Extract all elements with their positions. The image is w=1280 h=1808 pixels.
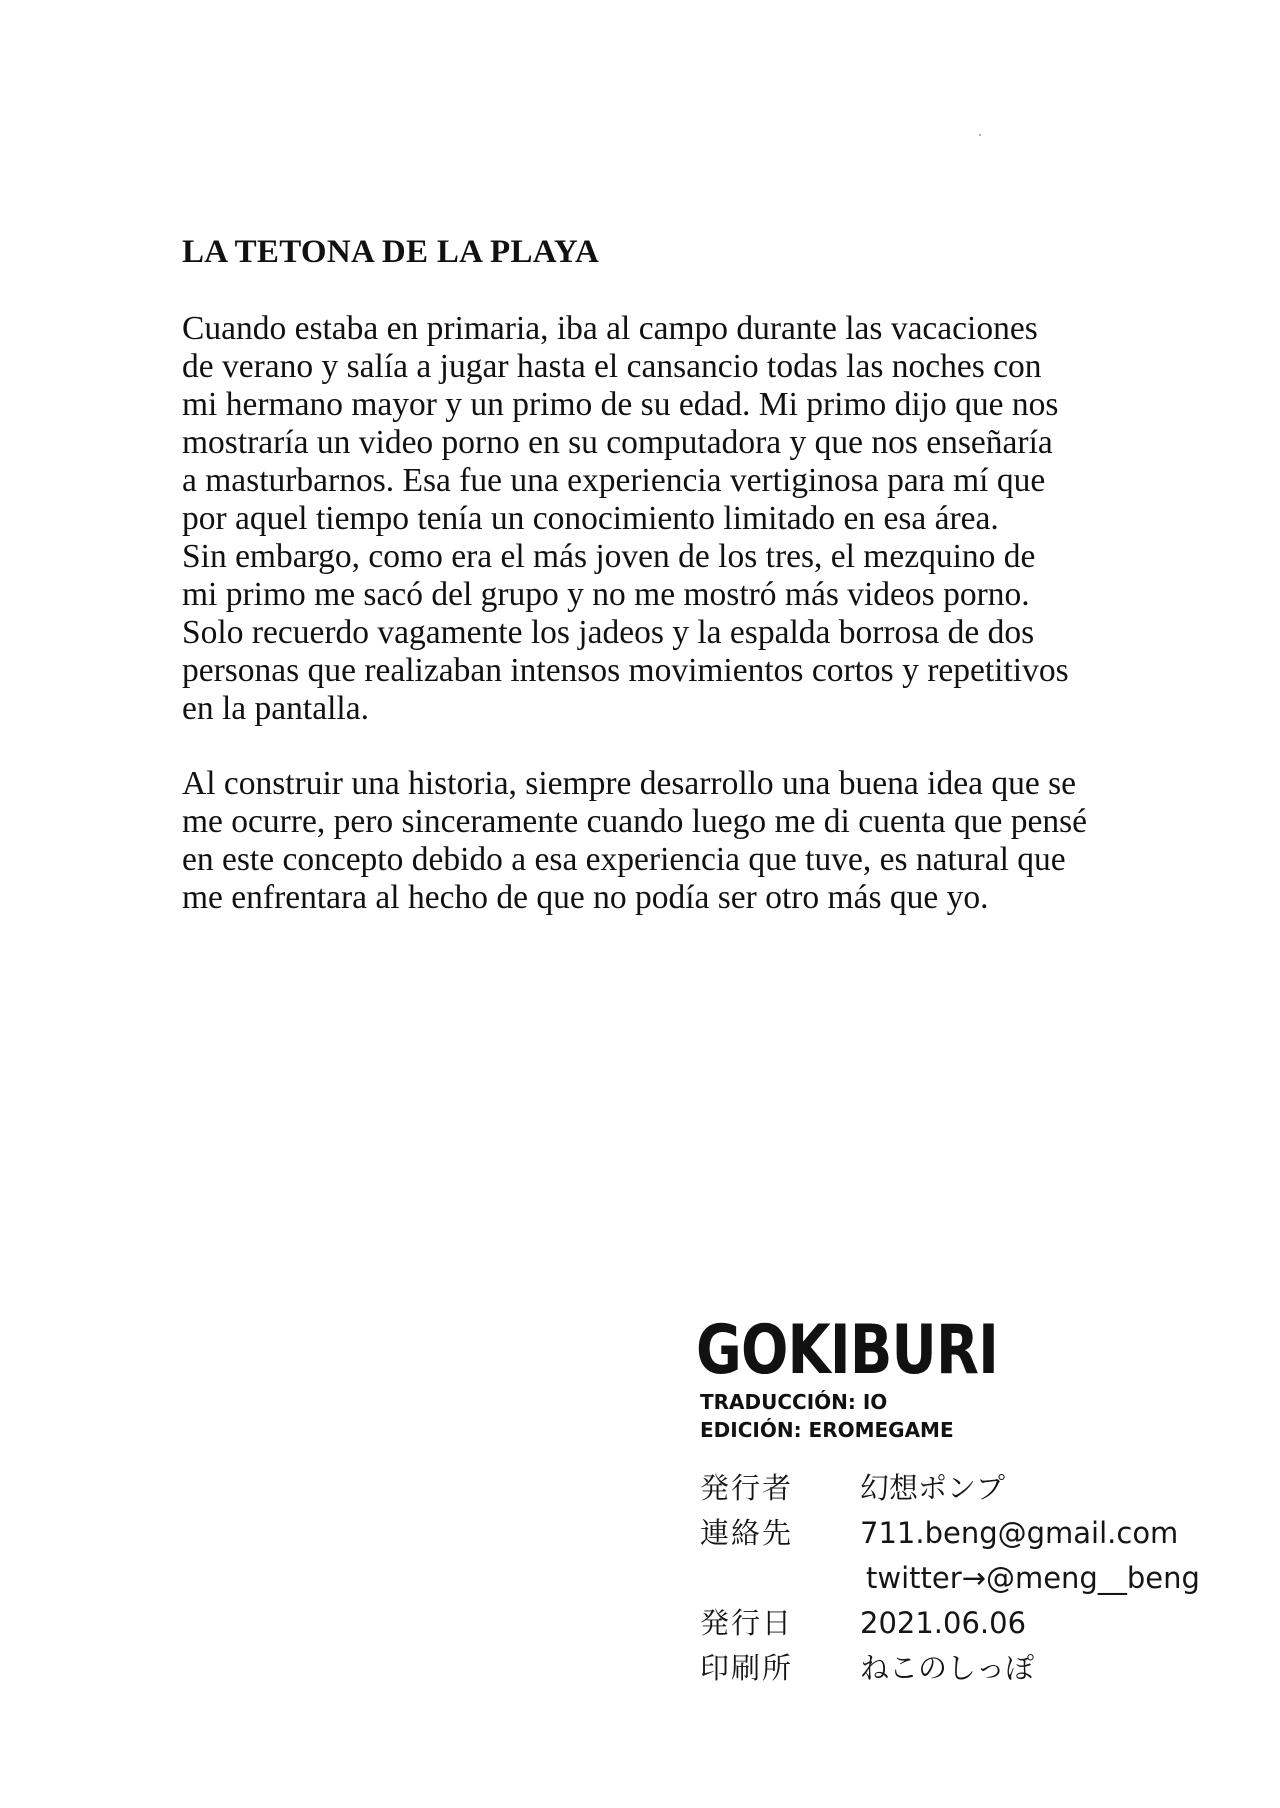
- paragraph-1: [182, 310, 1202, 728]
- publisher-value: 幻想ポンプ: [860, 1471, 1006, 1505]
- paragraph-line: Solo recuerdo vagamente los jadeos y la espalda borrosa de dos: [182, 614, 1035, 651]
- paragraph-line: en este concepto debido a esa experiencia que tuve, es natural que: [182, 841, 1066, 878]
- paragraph-line: me enfrentara al hecho de que no podía ser otro más que yo.: [182, 879, 989, 916]
- publisher-label: 発行者: [700, 1471, 794, 1505]
- colophon-row-twitter: [700, 1556, 1220, 1601]
- translation-credit: TRADUCCIÓN: IO: [700, 1390, 888, 1414]
- paragraph-line: personas que realizaban intensos movimientos cortos y repetitivos: [182, 652, 1069, 689]
- contact-twitter: twitter→@meng__beng: [866, 1561, 1200, 1595]
- paragraph-line: me ocurre, pero sinceramente cuando luego me di cuenta que pensé: [182, 803, 1088, 840]
- paragraph-line: en la pantalla.: [182, 690, 369, 727]
- printer-label: 印刷所: [700, 1651, 794, 1685]
- afterword-title: LA TETONA DE LA PLAYA: [182, 234, 600, 270]
- paragraph-line: Sin embargo, como era el más joven de los tres, el mezquino de: [182, 538, 1036, 575]
- colophon-row-date: [700, 1601, 1220, 1646]
- stray-mark: [979, 134, 981, 136]
- paragraph-line: Cuando estaba en primaria, iba al campo durante las vacaciones: [182, 310, 1038, 347]
- printer-value: ねこのしっぽ: [860, 1651, 1035, 1685]
- colophon-row-printer: [700, 1646, 1220, 1691]
- contact-label: 連絡先: [700, 1516, 794, 1550]
- paragraph-line: Al construir una historia, siempre desarrollo una buena idea que se: [182, 765, 1076, 802]
- paragraph-line: de verano y salía a jugar hasta el cansancio todas las noches con: [182, 348, 1042, 385]
- colophon: [700, 1466, 1220, 1691]
- paragraph-line: a masturbarnos. Esa fue una experiencia vertiginosa para mí que: [182, 462, 1046, 499]
- edition-credit: EDICIÓN: EROMEGAME: [700, 1418, 954, 1442]
- colophon-row-publisher: [700, 1466, 1220, 1511]
- colophon-row-contact: [700, 1511, 1220, 1556]
- paragraph-line: mi hermano mayor y un primo de su edad. Mi primo dijo que nos: [182, 386, 1059, 423]
- paragraph-line: por aquel tiempo tenía un conocimiento limitado en esa área.: [182, 500, 999, 537]
- contact-email: 711.beng@gmail.com: [860, 1516, 1179, 1550]
- paragraph-line: mostraría un video porno en su computadora y que nos enseñaría: [182, 424, 1053, 461]
- date-value: 2021.06.06: [860, 1606, 1027, 1640]
- paragraph-line: mi primo me sacó del grupo y no me mostró más videos porno.: [182, 576, 1030, 613]
- date-label: 発行日: [700, 1606, 794, 1640]
- group-logo-text: GOKIBURI: [696, 1311, 999, 1390]
- paragraph-2: [182, 765, 1202, 917]
